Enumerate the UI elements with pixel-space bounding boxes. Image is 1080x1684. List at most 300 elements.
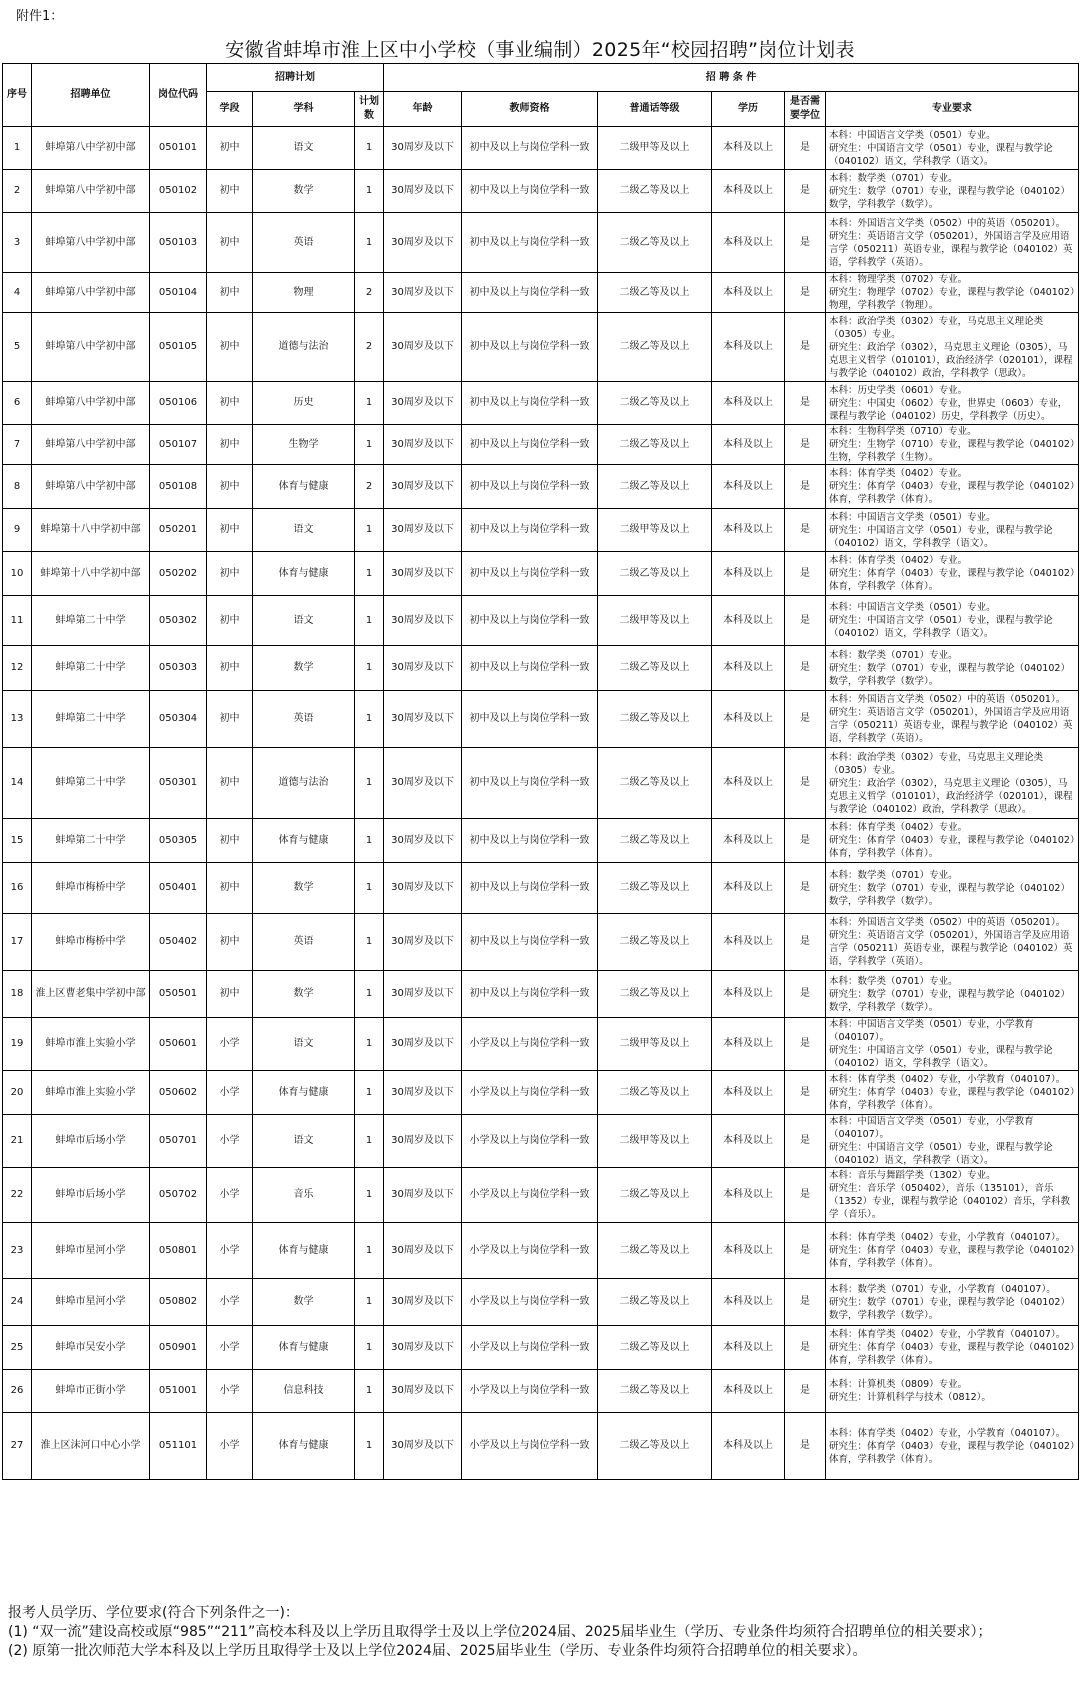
- cell-major: 本科：体育学类（0402）专业。 研究生：体育学（0403）专业，课程与教学论（040102）体育，学科教学（体育）。: [826, 552, 1079, 596]
- cell-education: 本科及以上: [712, 213, 785, 273]
- cell-code: 050601: [150, 1018, 207, 1071]
- cell-subject: 英语: [253, 914, 355, 971]
- cell-seq: 6: [3, 382, 32, 425]
- cell-education: 本科及以上: [712, 1370, 785, 1413]
- table-row: [3, 552, 1079, 596]
- cell-mandarin: 二级乙等及以上: [598, 1223, 712, 1279]
- cell-count: 1: [355, 1168, 384, 1223]
- cell-seq: 17: [3, 914, 32, 971]
- cell-seq: 13: [3, 691, 32, 748]
- cell-age: 30周岁及以下: [384, 914, 462, 971]
- cell-education: 本科及以上: [712, 1071, 785, 1115]
- cell-cert: 初中及以上与岗位学科一致: [462, 465, 598, 509]
- cell-code: 050702: [150, 1168, 207, 1223]
- cell-education: 本科及以上: [712, 596, 785, 646]
- cell-subject: 历史: [253, 382, 355, 425]
- cell-mandarin: 二级乙等及以上: [598, 273, 712, 313]
- cell-cert: 初中及以上与岗位学科一致: [462, 819, 598, 863]
- cell-count: 1: [355, 1071, 384, 1115]
- cell-code: 051101: [150, 1413, 207, 1480]
- cell-cert: 初中及以上与岗位学科一致: [462, 691, 598, 748]
- cell-subject: 体育与健康: [253, 552, 355, 596]
- cell-unit: 蚌埠市梅桥中学: [32, 914, 150, 971]
- cell-seq: 27: [3, 1413, 32, 1480]
- table-row: [3, 509, 1079, 552]
- table-row: [3, 863, 1079, 914]
- cell-seq: 15: [3, 819, 32, 863]
- cell-degree: 是: [785, 552, 826, 596]
- cell-education: 本科及以上: [712, 1279, 785, 1326]
- cell-unit: 蚌埠第二十中学: [32, 596, 150, 646]
- cell-code: 050901: [150, 1326, 207, 1370]
- cell-subject: 信息科技: [253, 1370, 355, 1413]
- cell-count: 1: [355, 552, 384, 596]
- cell-cert: 初中及以上与岗位学科一致: [462, 313, 598, 382]
- cell-education: 本科及以上: [712, 509, 785, 552]
- cell-level: 初中: [207, 691, 253, 748]
- cell-mandarin: 二级乙等及以上: [598, 382, 712, 425]
- cell-count: 2: [355, 313, 384, 382]
- cell-unit: 淮上区沫河口中心小学: [32, 1413, 150, 1480]
- cell-unit: 蚌埠第八中学初中部: [32, 127, 150, 170]
- cell-code: 050103: [150, 213, 207, 273]
- cell-degree: 是: [785, 170, 826, 213]
- cell-cert: 初中及以上与岗位学科一致: [462, 646, 598, 691]
- cell-cert: 小学及以上与岗位学科一致: [462, 1370, 598, 1413]
- table-row: [3, 1018, 1079, 1071]
- cell-level: 初中: [207, 748, 253, 819]
- cell-age: 30周岁及以下: [384, 1370, 462, 1413]
- cell-degree: 是: [785, 127, 826, 170]
- cell-code: 050303: [150, 646, 207, 691]
- cell-level: 小学: [207, 1413, 253, 1480]
- cell-major: 本科：数学类（0701）专业，小学教育（040107）。 研究生：数学（0701）专业，课程与教学论（040102）数学，学科教学（数学）。: [826, 1279, 1079, 1326]
- cell-degree: 是: [785, 382, 826, 425]
- cell-education: 本科及以上: [712, 1168, 785, 1223]
- cell-degree: 是: [785, 1168, 826, 1223]
- cell-age: 30周岁及以下: [384, 1326, 462, 1370]
- cell-unit: 蚌埠第二十中学: [32, 646, 150, 691]
- cell-count: 1: [355, 819, 384, 863]
- cell-level: 小学: [207, 1279, 253, 1326]
- cell-education: 本科及以上: [712, 863, 785, 914]
- table-row: [3, 748, 1079, 819]
- cell-cert: 初中及以上与岗位学科一致: [462, 425, 598, 465]
- cell-seq: 16: [3, 863, 32, 914]
- cell-mandarin: 二级乙等及以上: [598, 1279, 712, 1326]
- header-unit: 招聘单位: [32, 64, 150, 127]
- cell-degree: 是: [785, 1071, 826, 1115]
- cell-count: 2: [355, 465, 384, 509]
- cell-code: 050801: [150, 1223, 207, 1279]
- cell-mandarin: 二级乙等及以上: [598, 313, 712, 382]
- cell-subject: 物理: [253, 273, 355, 313]
- cell-degree: 是: [785, 1370, 826, 1413]
- cell-major: 本科：中国语言文学类（0501）专业。 研究生：中国语言文学（0501）专业，课程与教学论（040102）语文，学科教学（语文）。: [826, 127, 1079, 170]
- cell-seq: 20: [3, 1071, 32, 1115]
- cell-unit: 蚌埠市星河小学: [32, 1279, 150, 1326]
- table-row: [3, 425, 1079, 465]
- cell-unit: 蚌埠第八中学初中部: [32, 425, 150, 465]
- cell-level: 小学: [207, 1223, 253, 1279]
- cell-age: 30周岁及以下: [384, 382, 462, 425]
- cell-subject: 体育与健康: [253, 465, 355, 509]
- cell-code: 050302: [150, 596, 207, 646]
- cell-education: 本科及以上: [712, 465, 785, 509]
- cell-code: 050108: [150, 465, 207, 509]
- cell-major: 本科：体育学类（0402）专业。 研究生：体育学（0403）专业，课程与教学论（040102）体育，学科教学（体育）。: [826, 465, 1079, 509]
- cell-age: 30周岁及以下: [384, 646, 462, 691]
- cell-unit: 淮上区曹老集中学初中部: [32, 971, 150, 1018]
- table-row: [3, 1413, 1079, 1480]
- cell-unit: 蚌埠市正街小学: [32, 1370, 150, 1413]
- cell-level: 初中: [207, 425, 253, 465]
- header-subject: 学科: [253, 92, 355, 127]
- cell-code: 050304: [150, 691, 207, 748]
- cell-subject: 语文: [253, 596, 355, 646]
- cell-education: 本科及以上: [712, 1326, 785, 1370]
- cell-cert: 初中及以上与岗位学科一致: [462, 863, 598, 914]
- table-row: [3, 465, 1079, 509]
- cell-subject: 体育与健康: [253, 1326, 355, 1370]
- cell-major: 本科：外国语言文学类（0502）中的英语（050201）。 研究生：英语语言文学（050201），外国语言学及应用语言学（050211）英语专业，课程与教学论（040102）英语，学科教学（英语）。: [826, 914, 1079, 971]
- cell-seq: 26: [3, 1370, 32, 1413]
- cell-subject: 道德与法治: [253, 313, 355, 382]
- cell-subject: 英语: [253, 691, 355, 748]
- table-row: [3, 596, 1079, 646]
- cell-cert: 初中及以上与岗位学科一致: [462, 273, 598, 313]
- cell-code: 050402: [150, 914, 207, 971]
- cell-major: 本科：中国语言文学类（0501）专业，小学教育（040107）。 研究生：中国语言文学（0501）专业，课程与教学论（040102）语文，学科教学（语文）。: [826, 1018, 1079, 1071]
- cell-count: 1: [355, 1115, 384, 1168]
- table-row: [3, 1326, 1079, 1370]
- cell-education: 本科及以上: [712, 552, 785, 596]
- cell-count: 1: [355, 863, 384, 914]
- cell-seq: 19: [3, 1018, 32, 1071]
- cell-degree: 是: [785, 596, 826, 646]
- header-plan: 招聘计划: [207, 64, 384, 92]
- cell-code: 050201: [150, 509, 207, 552]
- cell-mandarin: 二级乙等及以上: [598, 1326, 712, 1370]
- cell-degree: 是: [785, 1326, 826, 1370]
- cell-seq: 11: [3, 596, 32, 646]
- header-age: 年龄: [384, 92, 462, 127]
- cell-age: 30周岁及以下: [384, 1115, 462, 1168]
- cell-seq: 2: [3, 170, 32, 213]
- cell-unit: 蚌埠第二十中学: [32, 691, 150, 748]
- page-title: 安徽省蚌埠市淮上区中小学校（事业编制）2025年“校园招聘”岗位计划表: [225, 39, 855, 61]
- cell-code: 050301: [150, 748, 207, 819]
- table-row: [3, 971, 1079, 1018]
- cell-count: 1: [355, 971, 384, 1018]
- cell-unit: 蚌埠第二十中学: [32, 819, 150, 863]
- table-row: [3, 382, 1079, 425]
- cell-cert: 初中及以上与岗位学科一致: [462, 971, 598, 1018]
- cell-degree: 是: [785, 509, 826, 552]
- cell-code: 051001: [150, 1370, 207, 1413]
- cell-seq: 12: [3, 646, 32, 691]
- cell-subject: 音乐: [253, 1168, 355, 1223]
- cell-degree: 是: [785, 1115, 826, 1168]
- cell-major: 本科：体育学类（0402）专业，小学教育（040107）。 研究生：体育学（0403）专业，课程与教学论（040102）体育，学科教学（体育）。: [826, 1326, 1079, 1370]
- cell-degree: 是: [785, 863, 826, 914]
- recruitment-table: [2, 63, 1079, 1480]
- cell-unit: 蚌埠第八中学初中部: [32, 170, 150, 213]
- cell-unit: 蚌埠市淮上实验小学: [32, 1018, 150, 1071]
- cell-mandarin: 二级乙等及以上: [598, 1168, 712, 1223]
- cell-level: 初中: [207, 213, 253, 273]
- cell-age: 30周岁及以下: [384, 1168, 462, 1223]
- cell-subject: 语文: [253, 509, 355, 552]
- cell-mandarin: 二级乙等及以上: [598, 425, 712, 465]
- cell-level: 初中: [207, 509, 253, 552]
- footer-item-2: (2) 原第一批次师范大学本科及以上学历且取得学士及以上学位2024届、2025届毕业生（学历、专业条件均须符合招聘单位的相关要求）。: [8, 1643, 867, 1659]
- cell-education: 本科及以上: [712, 425, 785, 465]
- cell-age: 30周岁及以下: [384, 425, 462, 465]
- cell-unit: 蚌埠第八中学初中部: [32, 465, 150, 509]
- cell-age: 30周岁及以下: [384, 552, 462, 596]
- cell-unit: 蚌埠第二十中学: [32, 748, 150, 819]
- cell-unit: 蚌埠第八中学初中部: [32, 213, 150, 273]
- cell-cert: 小学及以上与岗位学科一致: [462, 1223, 598, 1279]
- cell-cert: 初中及以上与岗位学科一致: [462, 914, 598, 971]
- cell-unit: 蚌埠市后场小学: [32, 1168, 150, 1223]
- cell-major: 本科：中国语言文学类（0501）专业，小学教育（040107）。 研究生：中国语言文学（0501）专业，课程与教学论（040102）语文，学科教学（语文）。: [826, 1115, 1079, 1168]
- cell-cert: 初中及以上与岗位学科一致: [462, 596, 598, 646]
- cell-major: 本科：中国语言文学类（0501）专业。 研究生：中国语言文学（0501）专业，课程与教学论（040102）语文，学科教学（语文）。: [826, 509, 1079, 552]
- cell-code: 050501: [150, 971, 207, 1018]
- cell-major: 本科：计算机类（0809）专业。 研究生：计算机科学与技术（0812）。: [826, 1370, 1079, 1413]
- header-level: 学段: [207, 92, 253, 127]
- cell-seq: 14: [3, 748, 32, 819]
- cell-education: 本科及以上: [712, 1223, 785, 1279]
- header-education: 学历: [712, 92, 785, 127]
- cell-cert: 初中及以上与岗位学科一致: [462, 170, 598, 213]
- cell-major: 本科：数学类（0701）专业。 研究生：数学（0701）专业，课程与教学论（040102）数学，学科教学（数学）。: [826, 971, 1079, 1018]
- cell-age: 30周岁及以下: [384, 1223, 462, 1279]
- cell-count: 1: [355, 1370, 384, 1413]
- cell-count: 1: [355, 596, 384, 646]
- table-row: [3, 273, 1079, 313]
- cell-cert: 小学及以上与岗位学科一致: [462, 1279, 598, 1326]
- cell-code: 050401: [150, 863, 207, 914]
- cell-seq: 4: [3, 273, 32, 313]
- footer-item-1: (1) “双一流”建设高校或原“985”“211”高校本科及以上学历且取得学士及以上学位2024届、2025届毕业生（学历、专业条件均须符合招聘单位的相关要求）；: [8, 1624, 992, 1640]
- cell-mandarin: 二级乙等及以上: [598, 1370, 712, 1413]
- cell-cert: 初中及以上与岗位学科一致: [462, 509, 598, 552]
- cell-count: 1: [355, 1223, 384, 1279]
- cell-code: 050105: [150, 313, 207, 382]
- cell-major: 本科：数学类（0701）专业。 研究生：数学（0701）专业，课程与教学论（040102）数学，学科教学（数学）。: [826, 646, 1079, 691]
- cell-degree: 是: [785, 1223, 826, 1279]
- cell-unit: 蚌埠第八中学初中部: [32, 273, 150, 313]
- cell-cert: 小学及以上与岗位学科一致: [462, 1018, 598, 1071]
- cell-age: 30周岁及以下: [384, 971, 462, 1018]
- cell-education: 本科及以上: [712, 1018, 785, 1071]
- cell-major: 本科：数学类（0701）专业。 研究生：数学（0701）专业，课程与教学论（040102）数学，学科教学（数学）。: [826, 863, 1079, 914]
- cell-code: 050107: [150, 425, 207, 465]
- cell-count: 1: [355, 509, 384, 552]
- cell-age: 30周岁及以下: [384, 273, 462, 313]
- header-count: 计划数: [355, 92, 384, 127]
- header-degree: 是否需要学位: [785, 92, 826, 127]
- cell-degree: 是: [785, 1279, 826, 1326]
- cell-level: 初中: [207, 819, 253, 863]
- cell-age: 30周岁及以下: [384, 213, 462, 273]
- cell-degree: 是: [785, 646, 826, 691]
- table-row: [3, 646, 1079, 691]
- cell-major: 本科：体育学类（0402）专业，小学教育（040107）。 研究生：体育学（0403）专业，课程与教学论（040102）体育，学科教学（体育）。: [826, 1071, 1079, 1115]
- cell-education: 本科及以上: [712, 313, 785, 382]
- cell-level: 初中: [207, 382, 253, 425]
- cell-level: 初中: [207, 863, 253, 914]
- cell-level: 初中: [207, 313, 253, 382]
- header-mandarin: 普通话等级: [598, 92, 712, 127]
- attachment-label: 附件1：: [16, 9, 64, 24]
- cell-cert: 初中及以上与岗位学科一致: [462, 127, 598, 170]
- cell-subject: 体育与健康: [253, 1071, 355, 1115]
- cell-age: 30周岁及以下: [384, 691, 462, 748]
- cell-subject: 数学: [253, 1279, 355, 1326]
- cell-count: 1: [355, 1326, 384, 1370]
- cell-mandarin: 二级乙等及以上: [598, 465, 712, 509]
- header-cert: 教师资格: [462, 92, 598, 127]
- cell-cert: 初中及以上与岗位学科一致: [462, 552, 598, 596]
- cell-seq: 21: [3, 1115, 32, 1168]
- cell-major: 本科：历史学类（0601）专业。 研究生：中国史（0602）专业，世界史（0603）专业，课程与教学论（040102）历史，学科教学（历史）。: [826, 382, 1079, 425]
- cell-subject: 道德与法治: [253, 748, 355, 819]
- table-row: [3, 1223, 1079, 1279]
- table-row: [3, 1370, 1079, 1413]
- cell-education: 本科及以上: [712, 748, 785, 819]
- cell-degree: 是: [785, 273, 826, 313]
- cell-seq: 3: [3, 213, 32, 273]
- cell-cert: 小学及以上与岗位学科一致: [462, 1413, 598, 1480]
- cell-level: 小学: [207, 1370, 253, 1413]
- cell-degree: 是: [785, 691, 826, 748]
- cell-degree: 是: [785, 748, 826, 819]
- cell-education: 本科及以上: [712, 382, 785, 425]
- cell-subject: 数学: [253, 646, 355, 691]
- cell-age: 30周岁及以下: [384, 509, 462, 552]
- table-row: [3, 213, 1079, 273]
- cell-code: 050102: [150, 170, 207, 213]
- cell-mandarin: 二级乙等及以上: [598, 819, 712, 863]
- cell-count: 1: [355, 170, 384, 213]
- cell-code: 050202: [150, 552, 207, 596]
- footer-intro: 报考人员学历、学位要求(符合下列条件之一)：: [8, 1605, 299, 1621]
- cell-age: 30周岁及以下: [384, 819, 462, 863]
- cell-age: 30周岁及以下: [384, 313, 462, 382]
- cell-degree: 是: [785, 1413, 826, 1480]
- table-row: [3, 819, 1079, 863]
- cell-cert: 初中及以上与岗位学科一致: [462, 748, 598, 819]
- cell-education: 本科及以上: [712, 273, 785, 313]
- cell-degree: 是: [785, 914, 826, 971]
- cell-count: 1: [355, 1018, 384, 1071]
- cell-major: 本科：音乐与舞蹈学类（1302）专业。 研究生：音乐学（050402），音乐（135101），音乐（1352）专业，课程与教学论（040102）音乐，学科教学（音乐）。: [826, 1168, 1079, 1223]
- cell-mandarin: 二级乙等及以上: [598, 646, 712, 691]
- cell-mandarin: 二级乙等及以上: [598, 863, 712, 914]
- cell-subject: 语文: [253, 1115, 355, 1168]
- cell-unit: 蚌埠第八中学初中部: [32, 313, 150, 382]
- cell-code: 050802: [150, 1279, 207, 1326]
- footer-notes: [8, 1604, 1074, 1661]
- cell-mandarin: 二级乙等及以上: [598, 971, 712, 1018]
- cell-subject: 语文: [253, 1018, 355, 1071]
- cell-code: 050106: [150, 382, 207, 425]
- cell-major: 本科：数学类（0701）专业。 研究生：数学（0701）专业，课程与教学论（040102）数学，学科教学（数学）。: [826, 170, 1079, 213]
- cell-unit: 蚌埠市梅桥中学: [32, 863, 150, 914]
- cell-cert: 初中及以上与岗位学科一致: [462, 382, 598, 425]
- cell-subject: 生物学: [253, 425, 355, 465]
- cell-education: 本科及以上: [712, 1115, 785, 1168]
- cell-count: 1: [355, 382, 384, 425]
- cell-level: 初中: [207, 273, 253, 313]
- cell-education: 本科及以上: [712, 971, 785, 1018]
- cell-cert: 小学及以上与岗位学科一致: [462, 1168, 598, 1223]
- cell-education: 本科及以上: [712, 691, 785, 748]
- cell-subject: 语文: [253, 127, 355, 170]
- header-seq: 序号: [3, 64, 32, 127]
- cell-unit: 蚌埠市星河小学: [32, 1223, 150, 1279]
- cell-level: 小学: [207, 1168, 253, 1223]
- cell-level: 初中: [207, 552, 253, 596]
- cell-age: 30周岁及以下: [384, 170, 462, 213]
- cell-code: 050104: [150, 273, 207, 313]
- cell-seq: 10: [3, 552, 32, 596]
- cell-education: 本科及以上: [712, 170, 785, 213]
- cell-degree: 是: [785, 819, 826, 863]
- cell-unit: 蚌埠第十八中学初中部: [32, 509, 150, 552]
- cell-level: 初中: [207, 914, 253, 971]
- cell-education: 本科及以上: [712, 914, 785, 971]
- cell-mandarin: 二级乙等及以上: [598, 1413, 712, 1480]
- cell-count: 1: [355, 748, 384, 819]
- cell-age: 30周岁及以下: [384, 127, 462, 170]
- cell-degree: 是: [785, 971, 826, 1018]
- cell-age: 30周岁及以下: [384, 596, 462, 646]
- cell-code: 050305: [150, 819, 207, 863]
- cell-age: 30周岁及以下: [384, 1018, 462, 1071]
- cell-mandarin: 二级乙等及以上: [598, 1071, 712, 1115]
- cell-level: 初中: [207, 170, 253, 213]
- cell-seq: 1: [3, 127, 32, 170]
- cell-level: 小学: [207, 1018, 253, 1071]
- cell-cert: 小学及以上与岗位学科一致: [462, 1326, 598, 1370]
- table-row: [3, 1115, 1079, 1168]
- cell-seq: 22: [3, 1168, 32, 1223]
- cell-degree: 是: [785, 465, 826, 509]
- table-row: [3, 914, 1079, 971]
- cell-count: 1: [355, 646, 384, 691]
- header-major: 专业要求: [826, 92, 1079, 127]
- cell-education: 本科及以上: [712, 127, 785, 170]
- cell-level: 初中: [207, 127, 253, 170]
- cell-age: 30周岁及以下: [384, 863, 462, 914]
- table-row: [3, 1168, 1079, 1223]
- cell-major: 本科：外国语言文学类（0502）中的英语（050201）。 研究生：英语语言文学（050201），外国语言学及应用语言学（050211）英语专业，课程与教学论（040102）英语，学科教学（英语）。: [826, 691, 1079, 748]
- table-row: [3, 691, 1079, 748]
- cell-cert: 小学及以上与岗位学科一致: [462, 1071, 598, 1115]
- cell-count: 1: [355, 127, 384, 170]
- cell-seq: 25: [3, 1326, 32, 1370]
- cell-mandarin: 二级甲等及以上: [598, 127, 712, 170]
- cell-level: 初中: [207, 596, 253, 646]
- cell-subject: 体育与健康: [253, 1223, 355, 1279]
- cell-count: 1: [355, 1413, 384, 1480]
- table-row: [3, 313, 1079, 382]
